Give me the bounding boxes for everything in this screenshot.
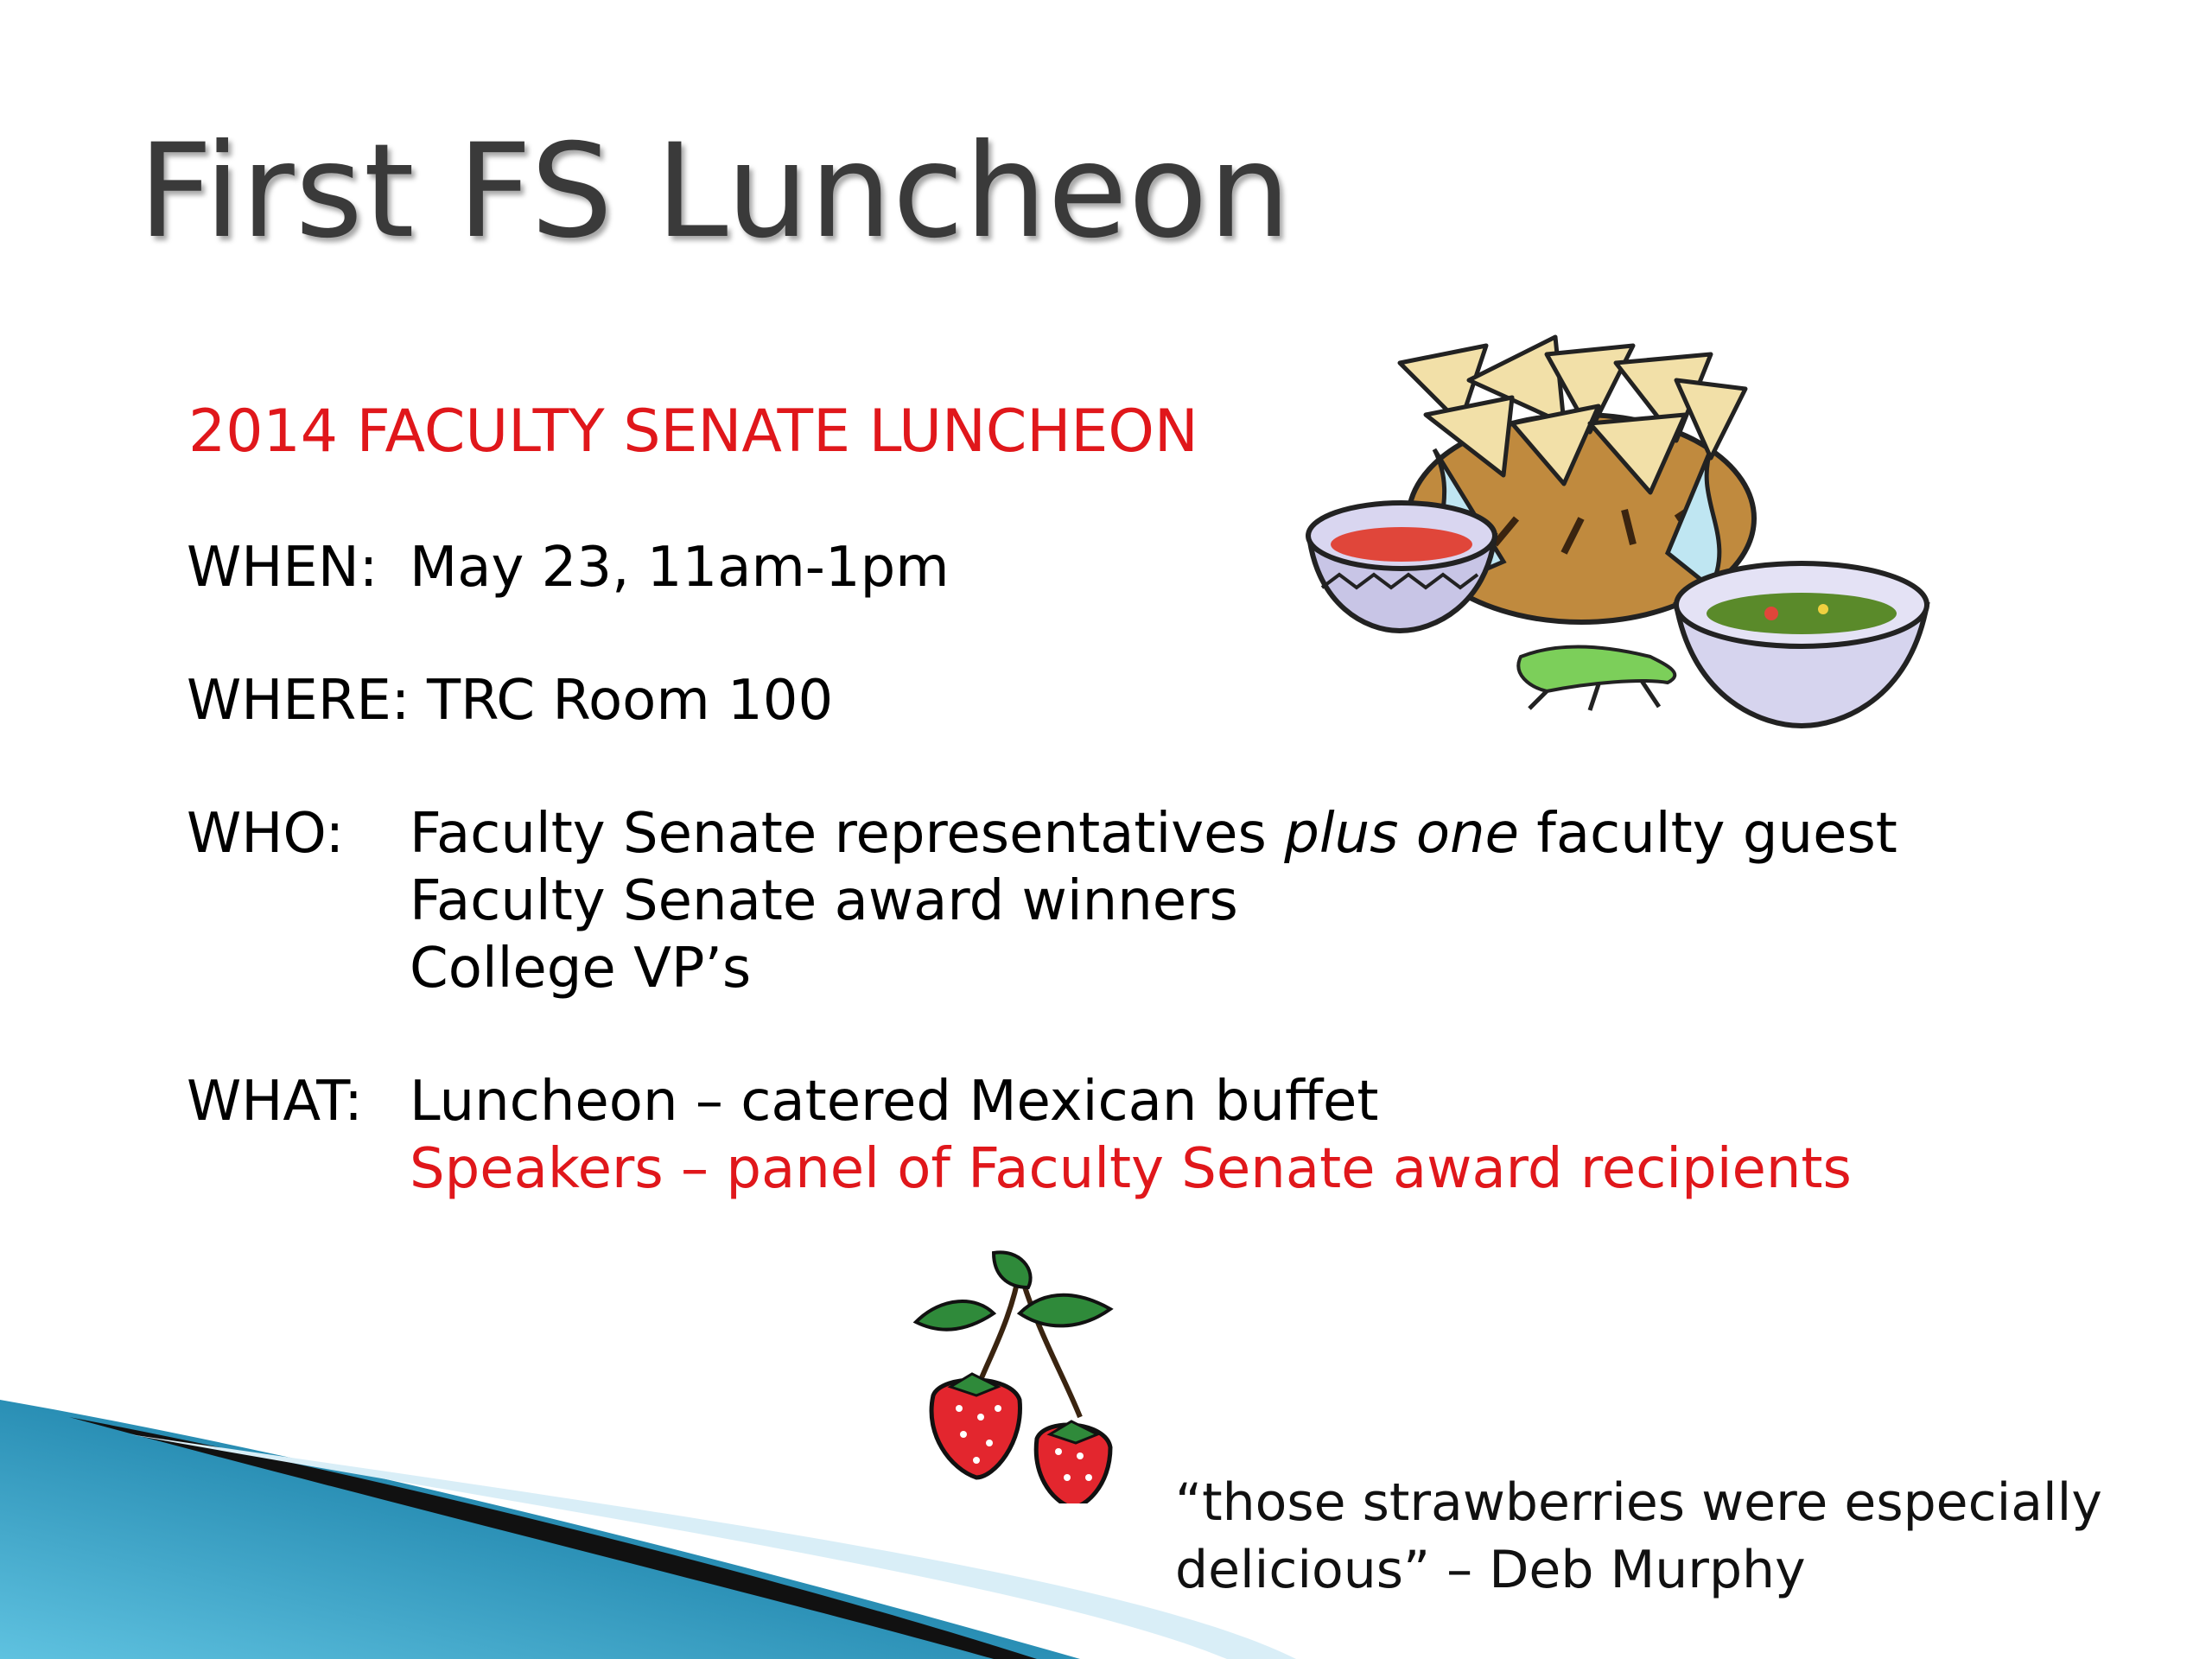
when-value: May 23, 11am-1pm — [410, 536, 950, 600]
what-label: WHAT: — [187, 1070, 363, 1134]
slide-subtitle: 2014 FACULTY SENATE LUNCHEON — [188, 397, 1198, 466]
chips-and-salsa-clipart-icon — [1305, 328, 1961, 760]
what-values — [410, 1068, 1852, 1203]
who-line-1 — [410, 800, 1897, 868]
who-line-1-italic: plus one — [1284, 802, 1519, 866]
quote-line-2: delicious” – Deb Murphy — [1175, 1540, 1806, 1600]
slide-title: First FS Luncheon — [138, 117, 1292, 267]
who-line-3: College VP’s — [410, 937, 752, 1001]
who-line-2: Faculty Senate award winners — [410, 869, 1238, 933]
strawberries-clipart-icon — [907, 1244, 1141, 1503]
when-label: WHEN: — [187, 536, 378, 600]
where-label: WHERE: — [187, 669, 410, 733]
quote-line-1: “those strawberries were especially — [1175, 1472, 2102, 1533]
who-line-1-end: faculty guest — [1518, 802, 1897, 866]
who-label: WHO: — [187, 802, 345, 866]
who-line-1-start: Faculty Senate representatives — [410, 802, 1285, 866]
what-line-1: Luncheon – catered Mexican buffet — [410, 1070, 1379, 1134]
where-value: TRC Room 100 — [427, 669, 834, 733]
what-line-2: Speakers – panel of Faculty Senate award recipients — [410, 1137, 1852, 1201]
who-values — [410, 800, 1897, 1002]
testimonial-quote — [1175, 1469, 2102, 1604]
